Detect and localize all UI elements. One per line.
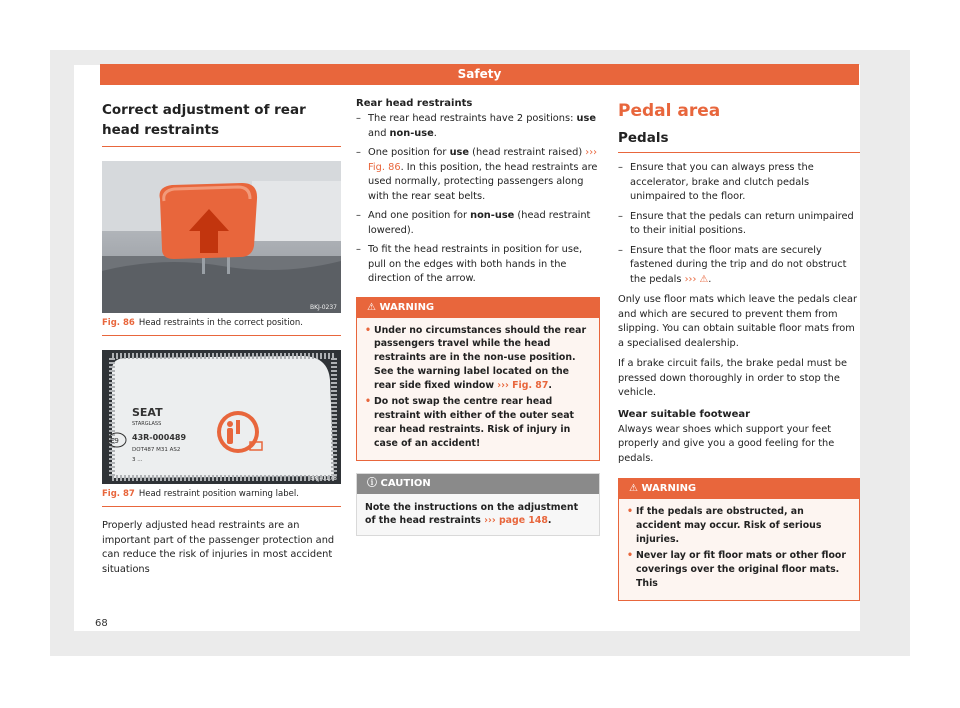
image-code: BKJ-0237	[309, 304, 337, 311]
dash-list	[618, 161, 860, 287]
warning-item: • Never lay or fit floor mats or other floor coverings over the original floor mats. This	[627, 549, 851, 590]
body-text: Always wear shoes which support your feet properly and give you a good feeling for the pedals.	[618, 423, 835, 464]
batch-code: 3 ...	[132, 457, 143, 463]
body-text: Only use floor mats which leave the pedals clear and which are secured to prevent them from slipping. You can obtain suitable floor mats from a specialised dealership.	[618, 294, 858, 349]
dash-list	[356, 112, 600, 287]
warning-icon: ⚠	[629, 483, 638, 494]
page-number: 68	[95, 618, 108, 629]
glass-label-illustration	[102, 350, 341, 484]
brand-text: SEAT	[132, 406, 163, 419]
figure-number: Fig. 86	[102, 318, 135, 328]
image-code: BKJ-0178	[309, 475, 337, 482]
warning-body	[619, 499, 859, 600]
subheading: Wear suitable footwear	[618, 408, 751, 420]
warning-item: • If the pedals are obstructed, an accident may occur. Risk of serious injuries.	[627, 505, 851, 546]
e-mark-text: E9	[110, 437, 119, 445]
info-icon: ⓘ	[367, 477, 377, 489]
section-header: Safety	[100, 64, 859, 85]
list-item: – The rear head restraints have 2 positions: use and non-use.	[356, 112, 600, 141]
caution-header: ⓘ CAUTION	[357, 474, 599, 494]
head-restraint-photo	[102, 161, 341, 313]
figure-caption	[102, 484, 341, 507]
warning-box	[356, 297, 600, 461]
dot-code: DOT487 M31 AS2	[132, 447, 181, 453]
figure-87	[102, 350, 341, 507]
warning-body	[357, 318, 599, 460]
list-item: – Ensure that the floor mats are securely fastened during the trip and do not obstruct the pedals ››› ⚠.	[618, 244, 860, 288]
body-text: Properly adjusted head restraints are an important part of the passenger protection and can reduce the risk of injuries in most accident situations	[102, 520, 335, 575]
figure-link[interactable]: ››› Fig. 87	[497, 379, 549, 391]
list-item: – And one position for non-use (head restraint lowered).	[356, 209, 600, 238]
warning-item: • Under no circumstances should the rear passengers travel while the head restraints are in the non-use position. See the warning label located on the rear side fixed window ››› Fig. 87.	[365, 324, 591, 393]
page-link[interactable]: ››› page 148	[484, 515, 548, 527]
column-middle	[356, 98, 600, 536]
section-title: Pedals	[618, 128, 860, 153]
warning-item: • Do not swap the centre rear head restraint with either of the outer seat rear head restraints. Risk of injury in case of an accident!	[365, 395, 591, 450]
caution-body: Note the instructions on the adjustment of the head restraints ››› page 148.	[357, 494, 599, 536]
figure-86	[102, 161, 341, 336]
warning-label-photo	[102, 350, 341, 484]
approval-code: 43R-000489	[132, 433, 187, 442]
warning-box	[618, 478, 860, 601]
caption-text: Head restraint position warning label.	[138, 489, 299, 499]
caution-box	[356, 473, 600, 537]
chapter-title: Pedal area	[618, 101, 721, 121]
list-item: – Ensure that the pedals can return unimpaired to their initial positions.	[618, 210, 860, 239]
list-item: – Ensure that you can always press the accelerator, brake and clutch pedals unimpaired to the floor.	[618, 161, 860, 205]
head-restraint-illustration	[102, 161, 341, 313]
subheading: Rear head restraints	[356, 98, 473, 109]
column-right	[618, 98, 860, 601]
glass-text: STARGLASS	[132, 421, 162, 427]
figure-number: Fig. 87	[102, 489, 135, 499]
figure-link[interactable]: ››› Fig. 86	[368, 147, 598, 173]
warning-triangle-icon: ⚠	[699, 273, 709, 285]
figure-caption	[102, 313, 341, 336]
warning-link[interactable]: ›››	[684, 273, 697, 285]
warning-header: ⚠ WARNING	[357, 298, 599, 318]
warning-icon: ⚠	[367, 301, 376, 313]
list-item: – To fit the head restraints in position for use, pull on the edges with both hands in the direction of the arrow.	[356, 243, 600, 287]
section-title: Correct adjustment of rear head restraints	[102, 100, 341, 147]
body-text: If a brake circuit fails, the brake pedal must be pressed down thoroughly in order to stop the vehicle.	[618, 358, 847, 398]
warning-header: ⚠ WARNING	[619, 479, 859, 499]
caption-text: Head restraints in the correct position.	[138, 318, 303, 328]
list-item: – One position for use (head restraint raised) ››› Fig. 86. In this position, the head restraints are used normally, protecting passengers along with the rear seat belts.	[356, 146, 600, 204]
column-left	[102, 98, 341, 577]
